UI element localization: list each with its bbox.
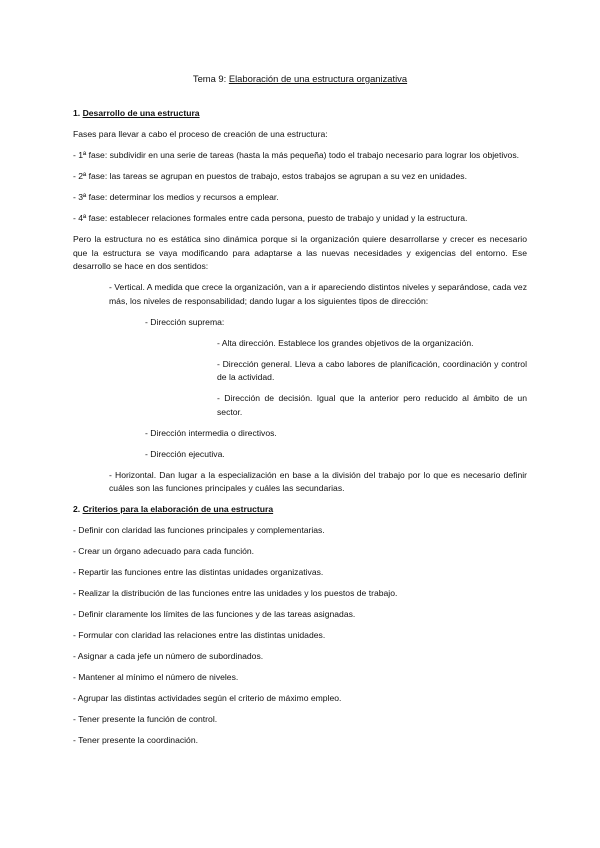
criteria-item: - Mantener al mínimo el número de niveles. (73, 672, 239, 682)
section1-number: 1. (73, 108, 83, 118)
direccion-intermedia: - Dirección intermedia o directivos. (145, 427, 277, 438)
phase-item: - 2ª fase: las tareas se agrupan en puestos de trabajo, estos trabajos se agrupan a su vez en unidades. (73, 171, 467, 181)
section1-heading-text: Desarrollo de una estructura (82, 108, 200, 118)
sub-item-general: - Dirección general. Lleva a cabo labores de planificación, coordinación y control de la actividad. (217, 358, 527, 382)
sub-item-alta: - Alta dirección. Establece los grandes objetivos de la organización. (217, 337, 474, 348)
criteria-item: - Formular con claridad las relaciones entre las distintas unidades. (73, 630, 326, 640)
criteria-item: - Realizar la distribución de las funciones entre las unidades y los puestos de trabajo. (73, 588, 398, 598)
direccion-suprema: - Dirección suprema: (145, 316, 225, 327)
phase-item: - 1ª fase: subdividir en una serie de tareas (hasta la más pequeña) todo el trabajo necesario para lograr los objetivos. (73, 150, 520, 160)
section1-heading (73, 107, 527, 121)
direccion-ejecutiva: - Dirección ejecutiva. (145, 448, 225, 459)
criteria-item: - Asignar a cada jefe un número de subordinados. (73, 651, 264, 661)
vertical-item: - Vertical. A medida que crece la organización, van a ir apareciendo distintos niveles y separándose, cada vez más, los niveles de responsabilidad; dando lugar a los siguientes tipos de dirección: (109, 282, 527, 306)
phase-item: - 4ª fase: establecer relaciones formales entre cada persona, puesto de trabajo y unidad y la estructura. (73, 213, 468, 223)
section2-heading (73, 503, 527, 517)
criteria-item: - Crear un órgano adecuado para cada función. (73, 546, 255, 556)
phase-item: - 3ª fase: determinar los medios y recursos a emplear. (73, 192, 279, 202)
document-title (0, 73, 600, 84)
criteria-item: - Repartir las funciones entre las distintas unidades organizativas. (73, 567, 324, 577)
criteria-item: - Tener presente la coordinación. (73, 735, 199, 745)
section1-intro: Fases para llevar a cabo el proceso de creación de una estructura: (73, 129, 328, 139)
title-main: Elaboración de una estructura organizativa (228, 73, 408, 84)
document-body (73, 107, 527, 755)
criteria-item: - Agrupar las distintas actividades según el criterio de máximo empleo. (73, 693, 342, 703)
section2-number: 2. (73, 504, 83, 514)
sub-item-decision: - Dirección de decisión. Igual que la anterior pero reducido al ámbito de un sector. (217, 393, 527, 417)
title-prefix: Tema 9: (192, 73, 229, 84)
criteria-item: - Definir claramente los límites de las funciones y de las tareas asignadas. (73, 609, 356, 619)
section2-heading-text: Criterios para la elaboración de una estructura (82, 504, 274, 514)
horizontal-item: - Horizontal. Dan lugar a la especialización en base a la división del trabajo por lo que es necesario definir cuáles son las funciones principales y cuáles las secundarias. (109, 469, 527, 493)
section1-paragraph: Pero la estructura no es estática sino dinámica porque si la organización quiere desarrollarse y crecer es necesario que la estructura se vaya modificando para adaptarse a las nuevas necesidades y exigencias del entorno. Ese desarrollo se hace en dos sentidos: (73, 234, 527, 271)
criteria-item: - Definir con claridad las funciones principales y complementarias. (73, 525, 325, 535)
criteria-item: - Tener presente la función de control. (73, 714, 218, 724)
